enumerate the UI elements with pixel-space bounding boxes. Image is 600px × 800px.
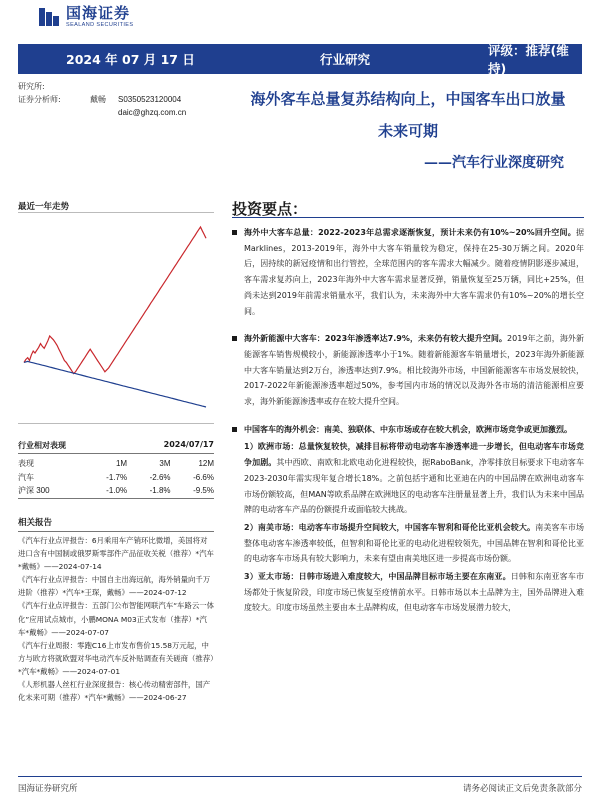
divider — [232, 217, 584, 218]
sub-point-heading: 2）南美市场：电动客车市场提升空间较大，中国客车智利和哥伦比亚机会较大。 — [244, 522, 536, 532]
key-point — [232, 225, 584, 319]
table-cell: -6.6% — [193, 472, 214, 482]
key-points-title: 投资要点： — [232, 200, 308, 218]
brand-name-cn: 国海证券 — [66, 3, 131, 22]
report-title-line2: 未来可期 — [377, 122, 438, 140]
author-info — [18, 80, 214, 119]
key-point — [232, 331, 584, 410]
page-footer — [18, 776, 582, 794]
related-reports — [18, 516, 214, 704]
table-header-cell: 1M — [115, 458, 128, 468]
analyst-email[interactable]: daic@ghzq.com.cn — [118, 108, 187, 117]
related-reports-list[interactable]: 《汽车行业点评报告：6月乘用车产销环比微增，美国将对进口含有中国制或俄罗斯零部件产品征收关税（推荐）*汽车*戴畅》——2024-07-14 《汽车行业点评报告：中国自主出海远航，海外销量向千万进阶（推荐）*汽车*王琛，戴畅》——2024-07-12 《汽车行业点评报告：五部门公布智能网联汽车“车路云一体化”应用试点城市，小鹏MONA M03正式发布（推荐）*汽车*戴畅》——2024-07-07 《汽车行业周报：零跑C16上市发布售价15.58万元起，中方与欧方将就欧盟对华电动汽车反补贴调查有关磋商（推荐）*汽车*戴畅》——2024-07-01 《人形机器人丝杠行业深度报告：核心传动精密部件，国产化未来可期（推荐）*汽车*戴畅》——2024-06-27 — [18, 536, 214, 703]
sub-point-heading: 3）亚太市场：日韩市场进入难度较大，中国品牌目标市场主要在东南亚。 — [244, 572, 511, 582]
table-header-row — [18, 456, 214, 470]
table-header-cell: 12M — [198, 458, 214, 468]
table-header-cell: 3M — [159, 458, 171, 468]
table-cell: 沪深 300 — [18, 484, 84, 498]
perf-title: 行业相对表现 — [18, 441, 66, 450]
report-type: 行业研究 — [320, 52, 371, 67]
left-sidebar — [18, 80, 214, 703]
logo-mark-icon — [38, 6, 60, 28]
table-cell: -1.8% — [127, 484, 170, 498]
key-point-body: 2019年之前，海外新能源客车销售规模较小，新能源渗透率小于1%。随着新能源客车销量增长，2023年海外新能源中大客车销量达到2万台，渗透率达到7.9%。相比较海外市场，中国新能源客车市场发展较快，2017-2022年新能源渗透率超过50%，参考国内市场的情况以及海外各市场的清洁能源相应要求，海外新能源渗透率或存在较大提升空间。 — [244, 334, 585, 407]
report-subtitle: ——汽车行业深度研究 — [424, 155, 564, 171]
bullet-square-icon — [232, 230, 237, 235]
table-header-cell: 表现 — [18, 458, 34, 468]
sub-point — [232, 520, 584, 567]
table-cell: -1.7% — [106, 472, 128, 482]
sub-point-body: 日韩和东南亚客车市场都处于恢复阶段，印度市场已恢复至疫情前水平。日韩市场以本土品牌为主，国外品牌进入难度较大。印度市场虽然主要由本土品牌构成，但电动客车市场发展潜力较大， — [244, 572, 584, 613]
table-row — [18, 484, 214, 498]
sub-point-body: 其中西欧、南欧和北欧电动化进程较快，据RaboBank，净零排放目标要求下电动客车2023-2030年需实现年复合增长18%。之前包括宇通和比亚迪在内的中国品牌在欧洲电动客车市场份额较高，但MAN等欧系品牌在欧洲地区的电动客车注册量显著上升，我们认为未来中国品牌的电动客车产品的份额提升或面临较大挑战。 — [244, 458, 585, 515]
report-header-bar — [18, 44, 582, 74]
sub-point — [232, 569, 584, 616]
key-point-heading: 海外新能源中大客车：2023年渗透率达7.9%，未来仍有较大提升空间。 — [244, 334, 508, 344]
footer-right: 请务必阅读正文后免责条款部分 — [462, 784, 582, 794]
analyst-cert-no: S0350523120004 — [118, 95, 182, 104]
sub-point-heading: 1）欧洲市场：总量恢复较快，减排目标将带动电动客车渗透率进一步增长，但电动客车市场竞争加剧。 — [244, 442, 584, 468]
divider — [18, 212, 214, 213]
table-cell: 汽车 — [18, 472, 34, 482]
bullet-square-icon — [232, 336, 237, 341]
sub-point — [232, 439, 584, 518]
report-title-line1: 海外客车总量复苏结构向上，中国客车出口放量 — [250, 90, 566, 108]
table-row — [18, 470, 214, 484]
footer-left: 国海证券研究所 — [18, 784, 78, 794]
main-content — [232, 80, 585, 613]
relative-performance-table — [18, 440, 214, 499]
perf-date: 2024/07/17 — [163, 440, 214, 449]
analyst-name: 戴畅 — [90, 95, 106, 104]
report-rating: 评级：推荐(维持) — [488, 43, 569, 76]
key-point-heading: 中国客车的海外机会：南美、独联体、中东市场或存在较大机会，欧洲市场竞争或更加激烈。 — [244, 424, 572, 434]
brand-logo — [38, 3, 134, 28]
trend-chart — [18, 217, 214, 417]
brand-name-en: SEALAND SECURITIES — [66, 21, 134, 28]
key-point — [232, 422, 584, 438]
key-point-heading: 海外中大客车总量：2022-2023年总需求逐渐恢复，预计未来仍有10%~20%回升空间。 — [244, 228, 576, 237]
table-cell: -9.5% — [171, 484, 214, 498]
trend-line-series-1 — [24, 361, 206, 407]
key-points-list — [232, 225, 584, 616]
researcher-label: 研究所: — [18, 82, 45, 91]
analyst-label: 证券分析师: — [18, 95, 61, 104]
bullet-square-icon — [232, 427, 237, 432]
sub-point-body: 南美客车市场整体电动客车渗透率较低，但智利和哥伦比亚的电动化进程较领先，中国品牌在智利和哥伦比亚的电动客车市场具有较大影响力，未来有望由南美地区进一步提高市场份额。 — [244, 522, 584, 564]
related-reports-title: 相关报告 — [18, 516, 214, 532]
chart-title: 最近一年走势 — [18, 202, 70, 212]
report-date: 2024 年 07 月 17 日 — [66, 52, 195, 67]
divider — [18, 423, 214, 424]
trend-line-series-0 — [24, 227, 206, 374]
key-point-body: 据Marklines，2013-2019年，海外中大客车销量较为稳定，保持在25-30万辆之间。2020年后，因持续的新冠疫情和出行管控，全球范围内的客车需求大幅减少。随着疫情阴影逐步减退，客车需求复苏向上，2023年海外中大客车需求显著反弹，销量恢复至25万辆，同比+25%，但尚未达到2019年前需求销量水平，我们认为，未来海外中大客车需求仍有10%~20%的增长空间。 — [244, 228, 584, 316]
table-cell: -1.0% — [84, 484, 127, 498]
table-cell: -2.6% — [149, 472, 171, 482]
